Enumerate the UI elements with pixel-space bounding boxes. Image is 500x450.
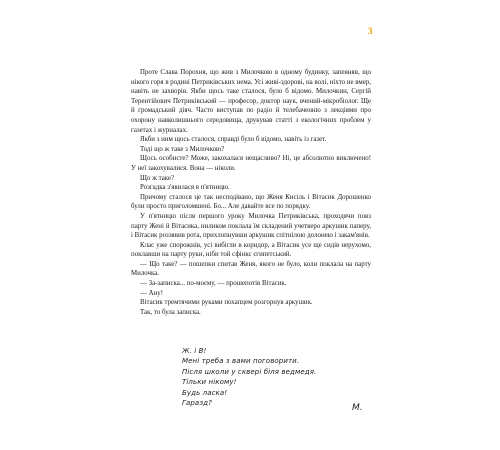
note-signature: М. (352, 403, 363, 413)
paragraph: У п'ятницю після першого уроку Милочка Петриківська, проходячи повз парту Жені й Вітасика, ниликом поклала їм складений учетверо аркушик паперу, і Вітасик роззявив рота, прихлопнувши аркушик спітнілою долонею і закам'янів. (131, 212, 371, 240)
note-line: Тільки нікому! (182, 378, 237, 387)
note-line: Гаразд? (182, 399, 212, 408)
paragraph: Причому сталося це так несподівано, що Женя Кисіль і Вітасик Дорошенко були просто приголомшені. Бо... Але давайте все по порядку. (131, 193, 371, 211)
note-line: Мені треба з вами поговорити. (182, 357, 300, 366)
paragraph: Якби з ним щось сталося, справді було б відомо, навіть із газет. (140, 136, 327, 144)
handwritten-note (182, 346, 382, 408)
note-line: Ж. і В! (182, 347, 207, 355)
paragraph: Розгадка з'явилася в п'ятницю. (140, 184, 230, 192)
paragraph: Так, то була записка. (140, 308, 201, 316)
paragraph: — Ану! (140, 289, 164, 297)
note-line: Після школи у сквері біля ведмедя. (182, 367, 317, 376)
body-text (131, 68, 371, 317)
paragraph: Вітасик тремтячими руками похапцем розгорнув аркушик. (140, 299, 313, 307)
paragraph: Проте Слава Порохня, що жив з Милочкою в одному будинку, запевняв, що нікого горя в родині Петриківських нема. Усі живі-здорові, на волі, ніхто не вмер, навіть не захворів. Якби щось таке сталося, було б відомо. Милочкин, Сергій Терентійович Петриківський — професор, доктор наук, вчений-мікробіолог. Ще й громадський діяч. Часто виступав по радіо й телебаченню з лекціями про охорону навколишнього середовища, друкував статті з екологічних проблем у газетах і журналах. (131, 69, 371, 134)
paragraph: Клас уже спорожнів, усі вибігли в коридор, а Вітасик усе ще сидів нерухомо, поклавши на парту руки, ніби той сфінкс єгипетський. (131, 241, 371, 259)
paragraph: Що ж таке? (140, 174, 175, 182)
page-number: 3 (368, 26, 373, 36)
paragraph: — За-записка... по-моєму, — прошепотів Вітасик. (140, 280, 287, 288)
paragraph: Тоді що ж таке з Милочкою? (140, 145, 225, 153)
note-line: Будь ласка! (182, 388, 228, 397)
paragraph: Щось особисте? Може, закохалася нещасливо? Ні, це абсолютно виключено! У неї закохувалися. Вона — ніколи. (131, 155, 371, 172)
paragraph: — Що таке? — пошепки спитав Женя, якого не було, коли поклала на парту Милочка. (131, 260, 371, 278)
